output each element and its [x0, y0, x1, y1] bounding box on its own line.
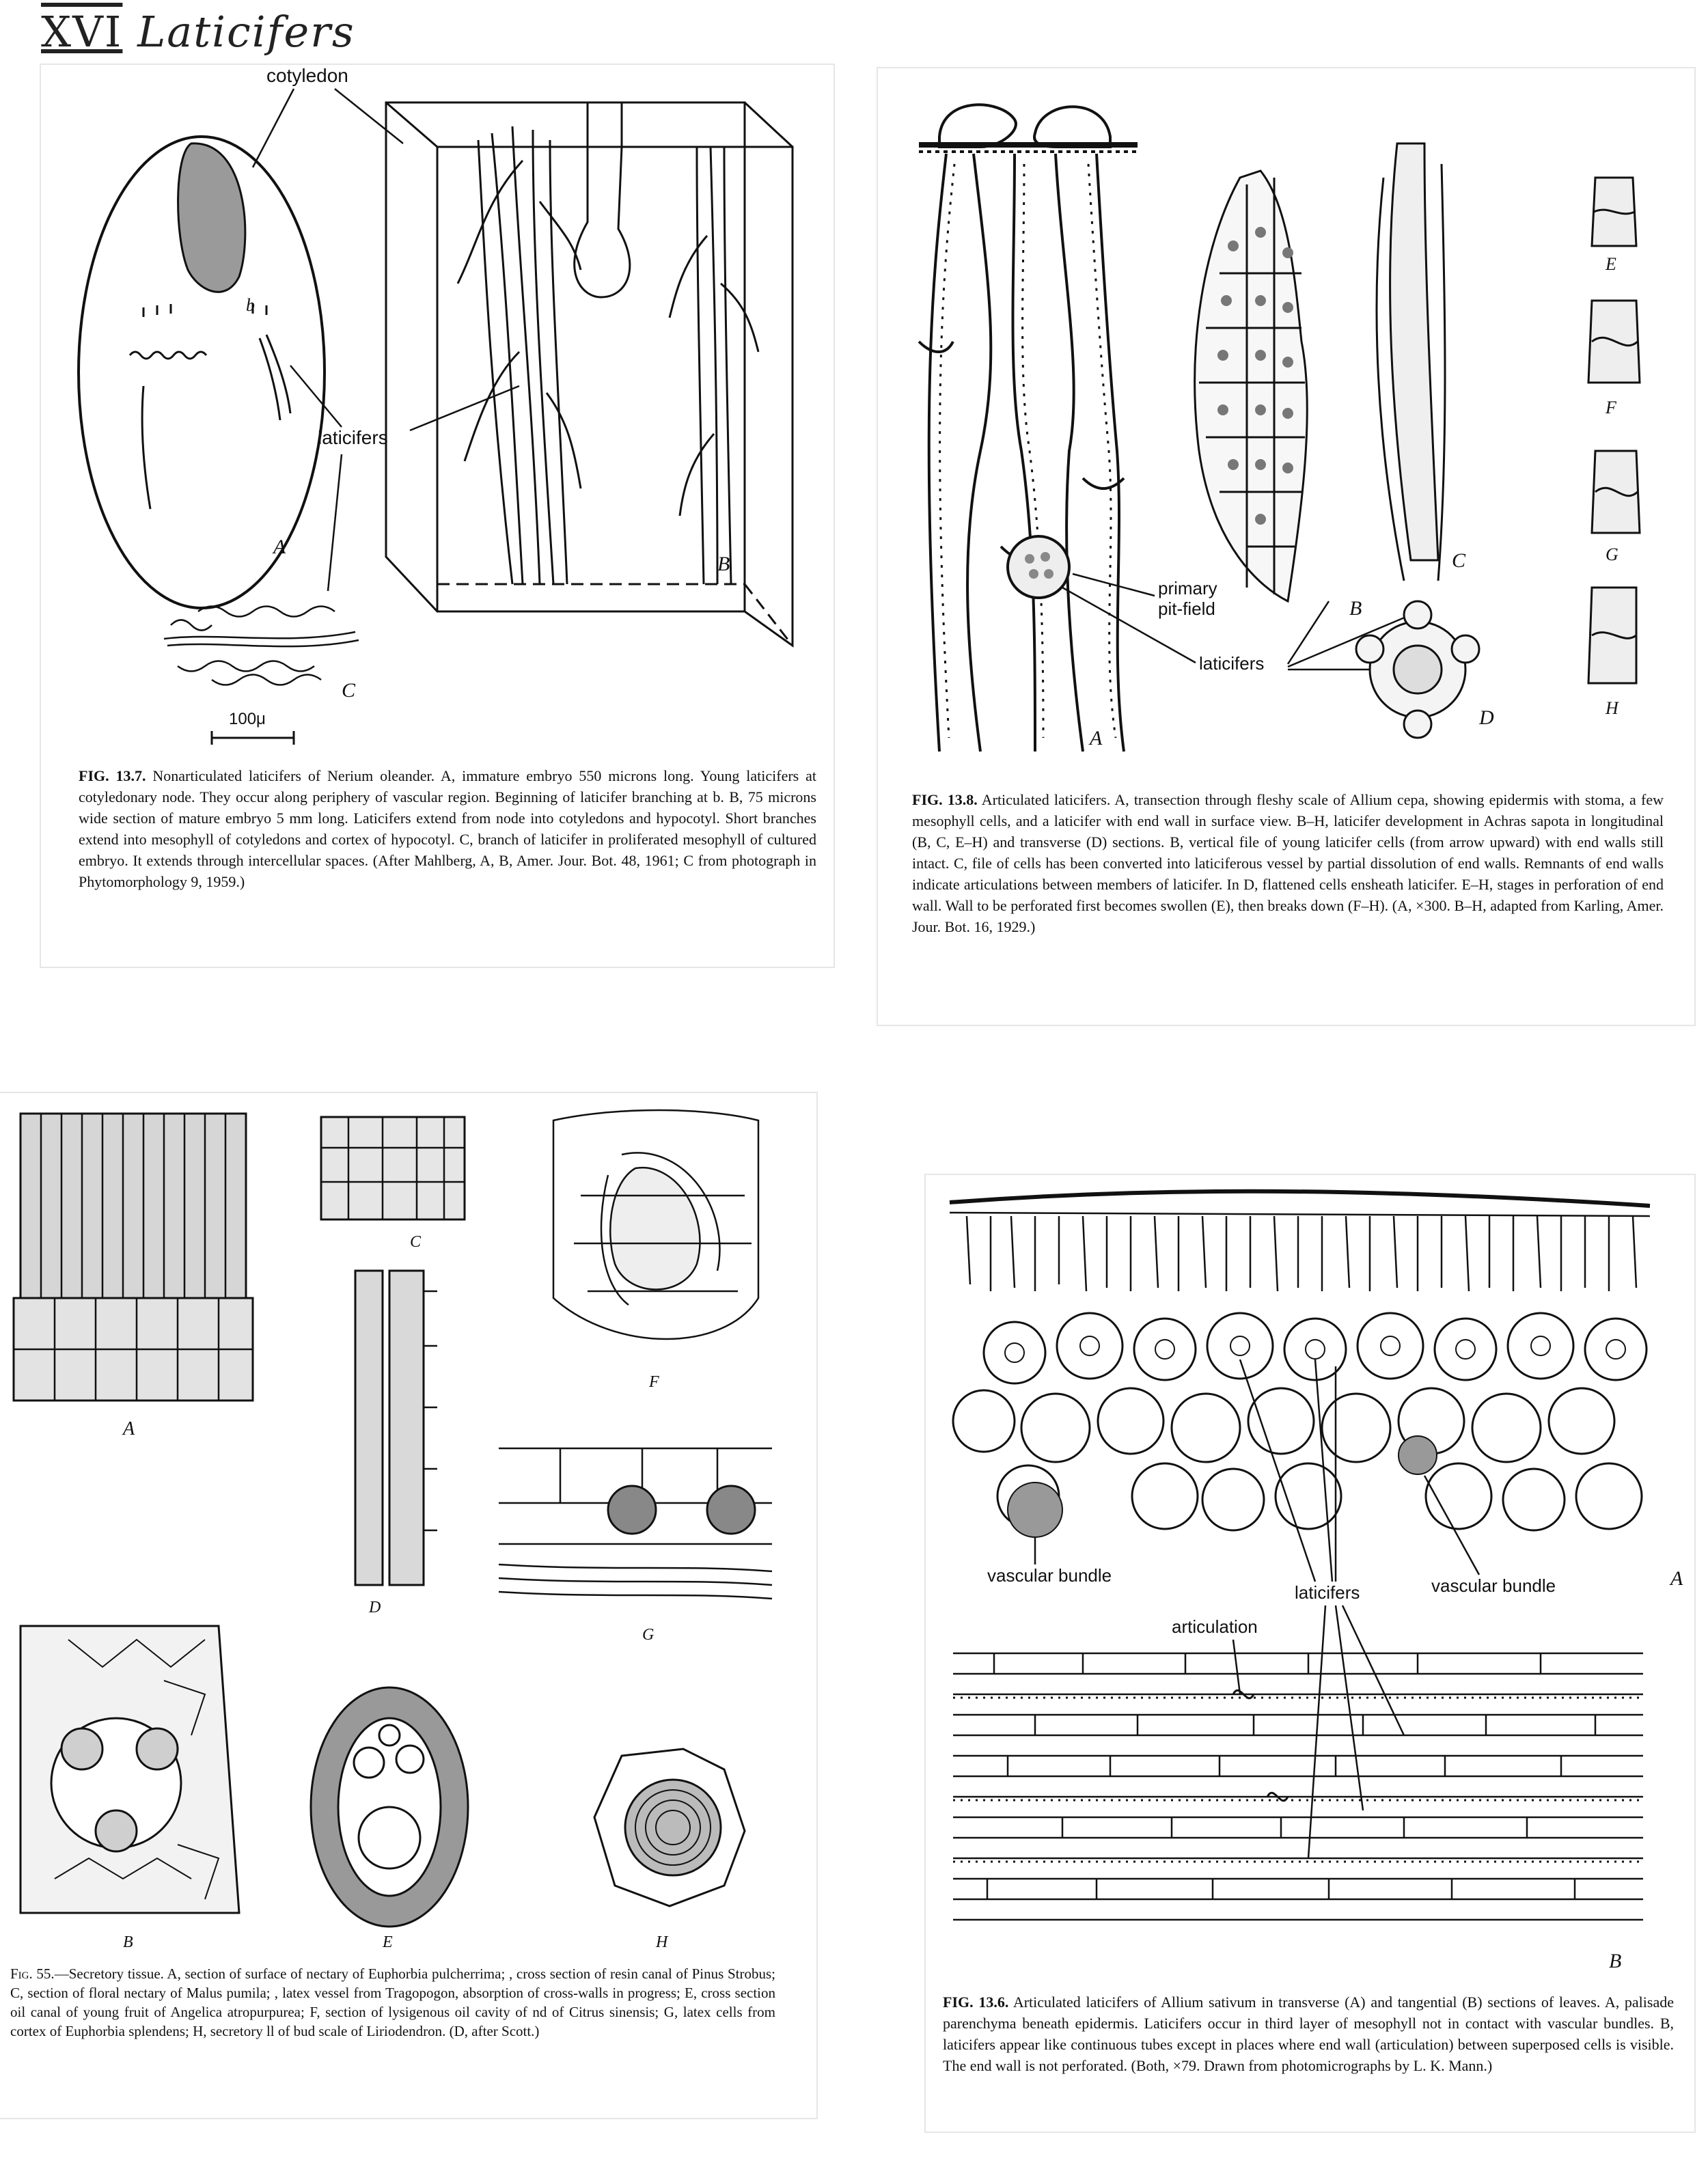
fig-13-6-caption [943, 1991, 1674, 2076]
fig-13-8-label-E: E [1606, 254, 1616, 274]
fig-13-8-label-H: H [1606, 698, 1619, 718]
fig-13-7-label-C: C [342, 679, 356, 702]
fig-13-8-label-D: D [1479, 706, 1494, 729]
fig-13-6-label-vascular-bundle-left: vascular bundle [987, 1565, 1112, 1586]
fig-55-drawing [0, 1093, 816, 1954]
fig-13-8-label-laticifers: laticifers [1199, 653, 1265, 674]
fig-13-6-caption-text: Articulated laticifers of Allium sativum in transverse (A) and tangential (B) sections of leaves. A, palisade parenchyma beneath epidermis. Laticifers occur in third layer of mesophyll not in contact with vascular bundles. B, laticifers appear like continuous tubes except in places where end wall (articulation) between superposed cells is visible. The end wall is not perforated. (Both, ×79. Drawn from photomicrographs by L. K. Mann.) [943, 1994, 1674, 2074]
fig-55-caption-number: Fig. 55. [10, 1966, 55, 1982]
fig-13-7-label-A: A [273, 536, 286, 558]
fig-13-8-label-F: F [1606, 398, 1616, 417]
fig-13-8-label-primary: primary [1158, 578, 1217, 598]
fig-55-label-F: F [649, 1373, 659, 1391]
fig-13-7-label-B: B [717, 553, 730, 575]
fig-13-7-caption-number: FIG. 13.7. [79, 767, 146, 784]
fig-13-8-drawing [878, 68, 1694, 765]
fig-13-6-drawing [926, 1175, 1694, 1981]
fig-55-label-H: H [656, 1933, 668, 1951]
fig-13-8-caption [912, 789, 1664, 937]
fig-13-8-label-G: G [1606, 544, 1619, 564]
fig-13-8-panel [878, 68, 1694, 1025]
fig-13-6-label-articulation: articulation [1172, 1616, 1258, 1637]
fig-13-7-scale: 100μ [229, 710, 266, 728]
fig-13-7-caption-text: Nonarticulated laticifers of Nerium oleander. A, immature embryo 550 microns long. Young laticifers at cotyledonary node. They occur along periphery of vascular region. Beginning of laticifer branching at b. B, 75 microns wide section of mature embryo 5 mm long. Laticifers extend from node into cotyledons and hypocotyl. Short branches extend into mesophyll of cotyledons and cortex of hypocotyl. C, branch of laticifer in proliferated mesophyll of cultured embryo. It extends through intercellular spaces. (After Mahlberg, A, B, Amer. Jour. Bot. 48, 1961; C from photograph in Phytomorphology 9, 1959.) [79, 767, 816, 890]
fig-55-label-A: A [123, 1418, 135, 1439]
fig-55-label-B: B [123, 1933, 133, 1951]
fig-55-label-G: G [642, 1626, 655, 1644]
fig-13-7-label-laticifers: laticifers [318, 427, 388, 448]
fig-13-7-caption [79, 765, 816, 892]
fig-13-8-label-A: A [1090, 727, 1103, 749]
fig-13-6-label-B: B [1609, 1950, 1622, 1972]
fig-13-8-label-C: C [1452, 549, 1466, 572]
fig-13-7-drawing [41, 65, 834, 816]
fig-13-6-label-vascular-bundle-right: vascular bundle [1431, 1575, 1556, 1596]
fig-13-6-caption-number: FIG. 13.6. [943, 1994, 1009, 2011]
title-word: Laticifers [137, 7, 355, 57]
fig-13-7-label-cotyledon: cotyledon [266, 65, 348, 86]
fig-13-6-label-A: A [1670, 1567, 1683, 1590]
fig-13-7-label-b: b [246, 295, 255, 315]
fig-55-panel [0, 1093, 816, 2118]
fig-13-8-caption-number: FIG. 13.8. [912, 791, 978, 808]
handwritten-title [41, 7, 355, 57]
fig-13-8-label-B: B [1349, 597, 1362, 620]
fig-55-label-C: C [410, 1233, 422, 1251]
fig-55-caption [10, 1964, 775, 2041]
fig-13-6-label-laticifers: laticifers [1295, 1582, 1360, 1603]
fig-55-caption-text: —Secretory tissue. A, section of surface of nectary of Euphorbia pulcherrima; , cross section of resin canal of Pinus Strobus; C, section of floral nectary of Malus pumila; , latex vessel from Tragopogon, absorption of cross-walls in progress; E, cross section oil canal of young fruit of Angelica atropurpurea; F, section of lysigenous oil cavity of nd of Citrus sinensis; G, latex cells from cortex of Euphorbia splendens; H, secretory ll of bud scale of Liriodendron. (D, after Scott.) [10, 1966, 775, 2039]
fig-13-6-panel [926, 1175, 1694, 2132]
primary-pit-field [1008, 536, 1069, 598]
fig-55-label-D: D [369, 1599, 381, 1616]
fig-55-label-E: E [383, 1933, 393, 1951]
fig-13-8-label-pitfield: pit-field [1158, 598, 1215, 619]
title-numeral: XVI [41, 7, 123, 57]
fig-13-7-panel [41, 65, 834, 967]
fig-13-8-caption-text: Articulated laticifers. A, transection through fleshy scale of Allium cepa, showing epidermis with stoma, a few mesophyll cells, and a laticifer with end wall in surface view. B–H, laticifer development in Achras sapota in longitudinal (B, C, E–H) and transverse (D) sections. B, vertical file of young laticifer cells (from arrow upward) with end walls still intact. C, file of cells has been converted into laticiferous vessel by partial dissolution of end walls. Remnants of end walls indicate articulations between members of laticifer. In D, flattened cells ensheath laticifer. E–H, stages in perforation of end wall. Wall to be perforated first becomes swollen (E), then breaks down (F–H). (A, ×300. B–H, adapted from Karling, Amer. Jour. Bot. 16, 1929.) [912, 791, 1664, 935]
